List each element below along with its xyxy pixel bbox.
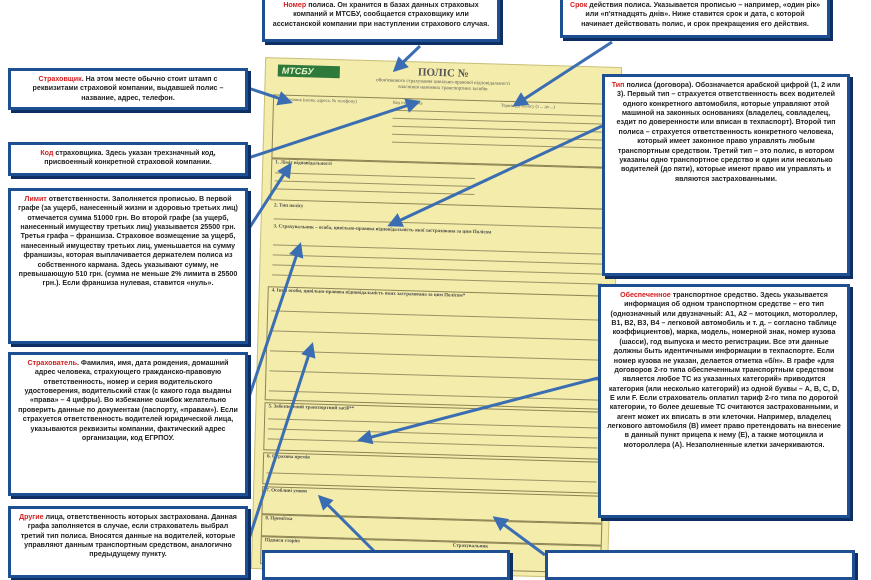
callout-obespechennoe-highlight: Обеспеченное <box>620 291 671 299</box>
callout-nomer-highlight: Номер <box>283 1 307 9</box>
callout-strahovatel-highlight: Страхователь <box>27 359 77 367</box>
note-label: 8. Примітка <box>265 516 293 523</box>
callout-bottom-right <box>545 550 855 580</box>
policy-subtitle-line-2: власників наземних транспортних засобів <box>398 84 488 93</box>
rule <box>272 274 602 284</box>
vehicle-block <box>263 402 605 460</box>
callout-limit-text: ответственности. Заполняется прописью. В первой графе (за ущерб, нанесенный жизни и здоровью третьих лиц) отмечается сумма 51000 грн. Во второй графе (за ущерб, нанесенный имуществу третьих лиц) указывается 25500 грн. Третья графа – франшиза. Страховое возмещение за ущерб, нанесенный имуществу третьих лиц, уменьшается на сумму франшизы, которая выплачивается держателем полиса из собственного кармана. Здесь указывают сумму, не превышающую 510 грн. (сумма не меньше 2% лимита в 25500 грн.). Если франшиза нулевая, ставится «нуль». <box>18 195 238 288</box>
callout-strahovshik-highlight: Страховщик <box>38 75 82 83</box>
callout-strahovshik-text: . На этом месте обычно стоит штамп с реквизитами страховой компании, выдавшей полис – название, адрес, телефон. <box>32 75 224 102</box>
policy-title: ПОЛІС № <box>417 66 469 80</box>
callout-drugie-text: лица, ответственность которых застрахована. Данная графа заполняется в случае, если страхователь выбрал третий тип полиса. Вносятся данные на водителей, которые управляют данным транспортным средством, аналогично предыдущему пункту. <box>20 513 237 559</box>
callout-limit <box>8 188 248 344</box>
rule <box>272 264 602 274</box>
callout-tip-text: полиса (договора). Обозначается арабской цифрой (1, 2 или 3). Первый тип – страхуется ответственность всех водителей одного конкретного автомобиля, которые управляют этой машиной на законных основаниях (владелец, совладелец, ездит по доверенности или вписан в техпаспорт). Второй тип полиса – страхуется ответственность конкретного человека, который имеет законное право управлять любым транспортным средством. Третий тип – это полис, в котором указаны одно транспортное средство и один или несколько водителей (до пяти), которые имеют право им управлять и являются застрахованными. <box>616 81 841 183</box>
special-terms-label: 7. Особливі умови <box>266 488 307 495</box>
insurer-code-label: Код страховика <box>392 99 423 106</box>
callout-strahovatel-text: . Фамилия, имя, дата рождения, домашний адрес человека, страхующего гражданско-правовую ответственность, номер и серия водительского удостоверения, водительский стаж (с какого года выданы «права» – 4 цифры). Во избежание ошибок желательно проверить данные по документам (паспорту, «правам»). Если страхуется ответственность водителей юридической лица, указываются реквизиты компании, фактический адрес организации, код ЕГРПОУ. <box>18 359 238 442</box>
callout-srok-text: действия полиса. Указывается прописью – например, «один рік» или «п'ятнадцять днів». Ниже ставится срок и дата, с которой начинает действовать полис, и срок прекращения его действия. <box>581 1 821 28</box>
vehicle-section-label: 5. Забезпечений транспортний засіб** <box>268 404 355 412</box>
policy-subtitle-line-1: обов'язкового страхування цивільно-правової відповідальності <box>376 78 511 87</box>
callout-tip <box>602 74 850 276</box>
other-persons-section-label: 4. Інші особи, цивільно-правова відповідальність яких застрахована за цим Полісом* <box>271 288 466 299</box>
mtsbu-logo: МТСБУ <box>278 64 340 78</box>
callout-kod-text: страховщика. Здесь указан трехзначный код, присвоенный конкретной страховой компании. <box>44 149 216 167</box>
callout-srok <box>560 0 830 38</box>
callout-srok-highlight: Срок <box>569 1 588 9</box>
rule <box>273 254 603 264</box>
callout-kod-highlight: Код <box>40 149 54 157</box>
callout-obespechennoe <box>598 284 850 518</box>
callout-bottom-middle <box>262 550 510 580</box>
policyholder-section-label: 3. Страхувальник – особа, цивільно-правова відповідальність якої застрахована за цим Полісом <box>273 224 492 236</box>
callout-tip-highlight: Тип <box>611 81 625 89</box>
policy-document-scan <box>251 57 622 579</box>
callout-kod <box>8 142 248 176</box>
term-label: Термін дії Полісу (з ... до ...) <box>500 102 556 110</box>
rule <box>273 244 603 254</box>
callout-obespechennoe-text: транспортное средство. Здесь указывается информация об одном транспортном средстве – его тип (однозначный или двузначный: А1, А2 – мотоцикл, мотороллер, В1, В2, В3, В4 – легковой автомобиль и т. д. – согласно таблице коэффициентов), марка, модель, номерной знак, номер кузова (шасси), год выпуска и место регистрации. Все эти данные должны быть идентичными информации в техпаспорте. Если номер кузова не указан, делается отметка «б/н». В графе «для договоров 2-го типа обеспеченным транспортным средством является любое ТС из указанных категорий» приводится категория (или несколько категорий) из одной буквы – А, В, С, D, Е или F. Если страхователь оплатил тариф 2-го типа по дорогой категории, то более дешевые ТС считаются застрахованными, и агент может их вписать в эти клеточки. Например, владелец легкового автомобиля (В) имеет право претендовать на внесение в данный пункт прицепа к нему (Е), а также мотоцикла и мотороллера (А). Незаполненные клетки зачеркиваются. <box>607 291 841 449</box>
callout-strahovatel <box>8 352 248 496</box>
signatures-label: Підписи сторін: <box>264 538 301 545</box>
premium-section-label: 6. Страхова премія <box>266 454 310 461</box>
callout-nomer <box>262 0 500 42</box>
insurer-label: 1. Страховик (назва, адреса, № телефону) <box>276 96 357 104</box>
callout-drugie-highlight: Другие <box>19 513 44 521</box>
callout-limit-highlight: Лимит <box>24 195 47 203</box>
policy-type-label: 2. Тип полісу <box>273 203 304 210</box>
callout-nomer-text: полиса. Он хранится в базах данных страховых компаний и МТСБУ, сообщается страховщику или ассистанской компании при наступлении страхового случая. <box>272 1 490 28</box>
callout-drugie <box>8 506 248 578</box>
limit-section-label: 1. Ліміт відповідальності <box>275 160 332 168</box>
policyholder-signature-label: Страхувальник <box>452 543 489 550</box>
callout-strahovshik <box>8 68 248 110</box>
